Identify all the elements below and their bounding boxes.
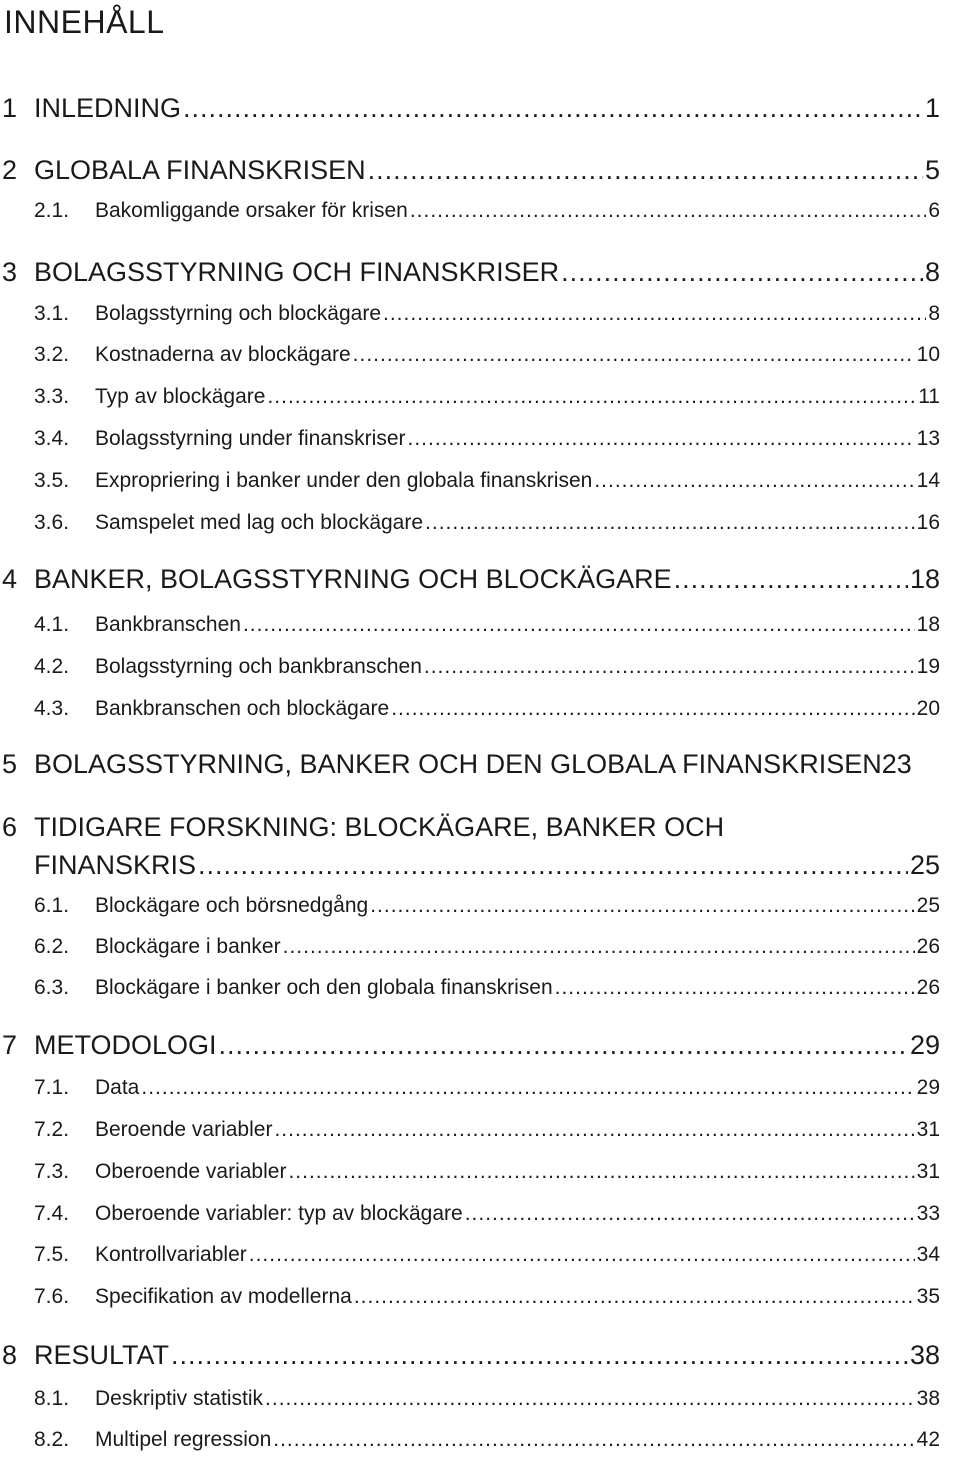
toc-page-number: 35 (916, 1285, 940, 1308)
toc-page-number: 19 (916, 655, 940, 678)
dot-leader (249, 1243, 915, 1267)
dot-leader (410, 199, 926, 223)
toc-entry-number: 3.6. (34, 511, 70, 534)
toc-entry-title: FINANSKRIS (34, 850, 197, 880)
dot-leader (141, 1076, 914, 1100)
toc-entry-title: BANKER, BOLAGSSTYRNING OCH BLOCKÄGARE (34, 564, 672, 594)
toc-entry-number: 5 (2, 749, 18, 779)
dot-leader (273, 1428, 914, 1452)
toc-entry-number: 2 (2, 155, 18, 185)
toc-entry-title: BOLAGSSTYRNING, BANKER OCH DEN GLOBALA FINANSKRISEN (34, 749, 882, 779)
toc-entry-title: Blockägare i banker och den globala finanskrisen (95, 976, 553, 999)
toc-page-number: 18 (909, 564, 940, 594)
toc-entry[interactable] (0, 655, 940, 679)
toc-page-number: 5 (924, 155, 940, 185)
toc-entry-title: Typ av blockägare (95, 385, 266, 408)
toc-page-number: 13 (916, 427, 940, 450)
toc-page-number: 16 (916, 511, 940, 534)
toc-entry-number: 4.2. (34, 655, 70, 678)
dot-leader (674, 564, 908, 595)
toc-page-number: 11 (918, 385, 940, 408)
toc-entry[interactable] (0, 343, 940, 367)
toc-entry[interactable] (0, 1160, 940, 1184)
dot-leader (370, 894, 914, 918)
toc-entry-title: METODOLOGI (34, 1030, 217, 1060)
toc-page-number: 25 (909, 850, 940, 880)
toc-page-number: 14 (916, 469, 940, 492)
toc-entry-number: 8 (2, 1340, 18, 1370)
toc-entry-number: 4.3. (34, 697, 70, 720)
toc-entry[interactable] (0, 469, 940, 493)
toc-entry[interactable] (0, 199, 940, 223)
toc-entry-title: TIDIGARE FORSKNING: BLOCKÄGARE, BANKER OCH (34, 812, 725, 842)
toc-page-number: 10 (916, 343, 940, 366)
toc-entry-number: 3 (2, 257, 18, 287)
toc-entry[interactable] (0, 613, 940, 637)
dot-leader (408, 427, 915, 451)
toc-entry[interactable] (0, 697, 940, 721)
toc-entry[interactable] (0, 1030, 940, 1061)
toc-entry[interactable] (0, 511, 940, 535)
toc-entry-title: Samspelet med lag och blockägare (95, 511, 424, 534)
toc-entry-number: 6.2. (34, 935, 70, 958)
toc-page-number: 26 (916, 976, 940, 999)
toc-entry[interactable] (0, 564, 940, 595)
dot-leader (198, 850, 908, 881)
toc-entry-title: GLOBALA FINANSKRISEN (34, 155, 366, 185)
toc-entry-number: 3.2. (34, 343, 70, 366)
dot-leader (353, 343, 915, 367)
dot-leader (171, 1340, 908, 1371)
toc-entry[interactable] (0, 1118, 940, 1142)
toc-entry[interactable] (0, 1340, 940, 1371)
dot-leader (425, 511, 915, 535)
toc-entry-title: Multipel regression (95, 1428, 272, 1451)
dot-leader (288, 1160, 914, 1184)
toc-entry-title: Bolagsstyrning under finanskriser (95, 427, 406, 450)
toc-entry-number: 7 (2, 1030, 18, 1060)
toc-entry[interactable] (0, 155, 940, 186)
toc-entry[interactable] (0, 385, 940, 409)
toc-entry[interactable] (0, 427, 940, 451)
toc-entry-title: Expropriering i banker under den globala finanskrisen (95, 469, 593, 492)
toc-entry-number: 3.1. (34, 302, 70, 325)
toc-page-number: 38 (916, 1387, 940, 1410)
toc-entry[interactable] (0, 749, 940, 780)
toc-entry-number: 7.4. (34, 1202, 70, 1225)
toc-page-number: 29 (909, 1030, 940, 1060)
toc-entry-title: Blockägare i banker (95, 935, 281, 958)
toc-entry[interactable] (0, 1428, 940, 1452)
dot-leader (265, 1387, 915, 1411)
toc-page-number: 31 (916, 1160, 940, 1183)
toc-entry-number: 4.1. (34, 613, 70, 636)
dot-leader (383, 302, 926, 326)
dot-leader (561, 257, 923, 288)
toc-entry-title: Bankbranschen (95, 613, 241, 636)
toc-entry-number: 6.1. (34, 894, 70, 917)
toc-page-number: 23 (881, 749, 912, 779)
toc-entry[interactable] (0, 894, 940, 918)
toc-page-number: 38 (909, 1340, 940, 1370)
toc-page-number: 8 (924, 257, 940, 287)
dot-leader (274, 1118, 914, 1142)
toc-entry-title: Kontrollvariabler (95, 1243, 247, 1266)
toc-entry-title: Blockägare och börsnedgång (95, 894, 369, 917)
toc-page-number: 34 (916, 1243, 940, 1266)
toc-entry-title: Kostnaderna av blockägare (95, 343, 351, 366)
toc-entry-number: 7.3. (34, 1160, 70, 1183)
toc-page-number: 1 (924, 93, 940, 123)
toc-page-number: 20 (916, 697, 940, 720)
toc-entry-title: RESULTAT (34, 1340, 170, 1370)
toc-page-number: 31 (916, 1118, 940, 1141)
toc-entry-number: 3.3. (34, 385, 70, 408)
toc-entry-number: 1 (2, 93, 18, 123)
toc-entry-number: 8.1. (34, 1387, 70, 1410)
toc-entry-number: 8.2. (34, 1428, 70, 1451)
toc-entry[interactable] (0, 1387, 940, 1411)
toc-entry[interactable] (0, 1285, 940, 1309)
toc-entry[interactable] (0, 257, 940, 288)
toc-entry-title: INLEDNING (34, 93, 182, 123)
toc-entry-number: 6.3. (34, 976, 70, 999)
toc-heading: INNEHÅLL (4, 4, 165, 40)
toc-entry[interactable] (0, 935, 940, 959)
toc-entry-title: Bankbranschen och blockägare (95, 697, 390, 720)
toc-entry-number: 7.6. (34, 1285, 70, 1308)
toc-entry[interactable] (0, 1243, 940, 1267)
toc-entry-number: 7.1. (34, 1076, 70, 1099)
dot-leader (391, 697, 914, 721)
dot-leader (267, 385, 916, 409)
toc-page-number: 25 (916, 894, 940, 917)
toc-entry-title: Bolagsstyrning och bankbranschen (95, 655, 422, 678)
toc-entry-title: Beroende variabler (95, 1118, 273, 1141)
toc-page-number: 29 (916, 1076, 940, 1099)
toc-page-number: 18 (916, 613, 940, 636)
dot-leader (465, 1202, 915, 1226)
toc-page-number: 42 (916, 1428, 940, 1451)
toc-entry-title: Specifikation av modellerna (95, 1285, 352, 1308)
toc-entry-number: 7.2. (34, 1118, 70, 1141)
toc-page-number: 33 (916, 1202, 940, 1225)
toc-entry[interactable] (0, 976, 940, 1000)
toc-entry-number: 3.5. (34, 469, 70, 492)
toc-entry[interactable] (0, 812, 940, 843)
toc-entry-number: 4 (2, 564, 18, 594)
toc-entry-title: BOLAGSSTYRNING OCH FINANSKRISER (34, 257, 560, 287)
dot-leader (219, 1030, 908, 1061)
dot-leader (555, 976, 915, 1000)
dot-leader (243, 613, 915, 637)
dot-leader (424, 655, 915, 679)
toc-entry-number: 3.4. (34, 427, 70, 450)
toc-entry-title: Oberoende variabler (95, 1160, 287, 1183)
toc-entry-title: Data (95, 1076, 140, 1099)
dot-leader (283, 935, 915, 959)
toc-entry-title: Bolagsstyrning och blockägare (95, 302, 382, 325)
dot-leader (183, 93, 923, 124)
dot-leader (594, 469, 914, 493)
toc-entry[interactable] (0, 302, 940, 326)
toc-entry-title: Oberoende variabler: typ av blockägare (95, 1202, 463, 1225)
toc-entry-title: Bakomliggande orsaker för krisen (95, 199, 408, 222)
toc-entry[interactable] (0, 1076, 940, 1100)
toc-page-number: 26 (916, 935, 940, 958)
toc-page-number: 6 (928, 199, 940, 222)
toc-entry-number: 6 (2, 812, 18, 842)
toc-page-number: 8 (928, 302, 940, 325)
toc-entry-title: Deskriptiv statistik (95, 1387, 264, 1410)
toc-entry[interactable] (0, 93, 940, 124)
dot-leader (354, 1285, 915, 1309)
toc-entry-number: 2.1. (34, 199, 70, 222)
toc-entry[interactable] (0, 1202, 940, 1226)
toc-entry-number: 7.5. (34, 1243, 70, 1266)
toc-entry[interactable] (0, 850, 940, 881)
dot-leader (368, 155, 923, 186)
